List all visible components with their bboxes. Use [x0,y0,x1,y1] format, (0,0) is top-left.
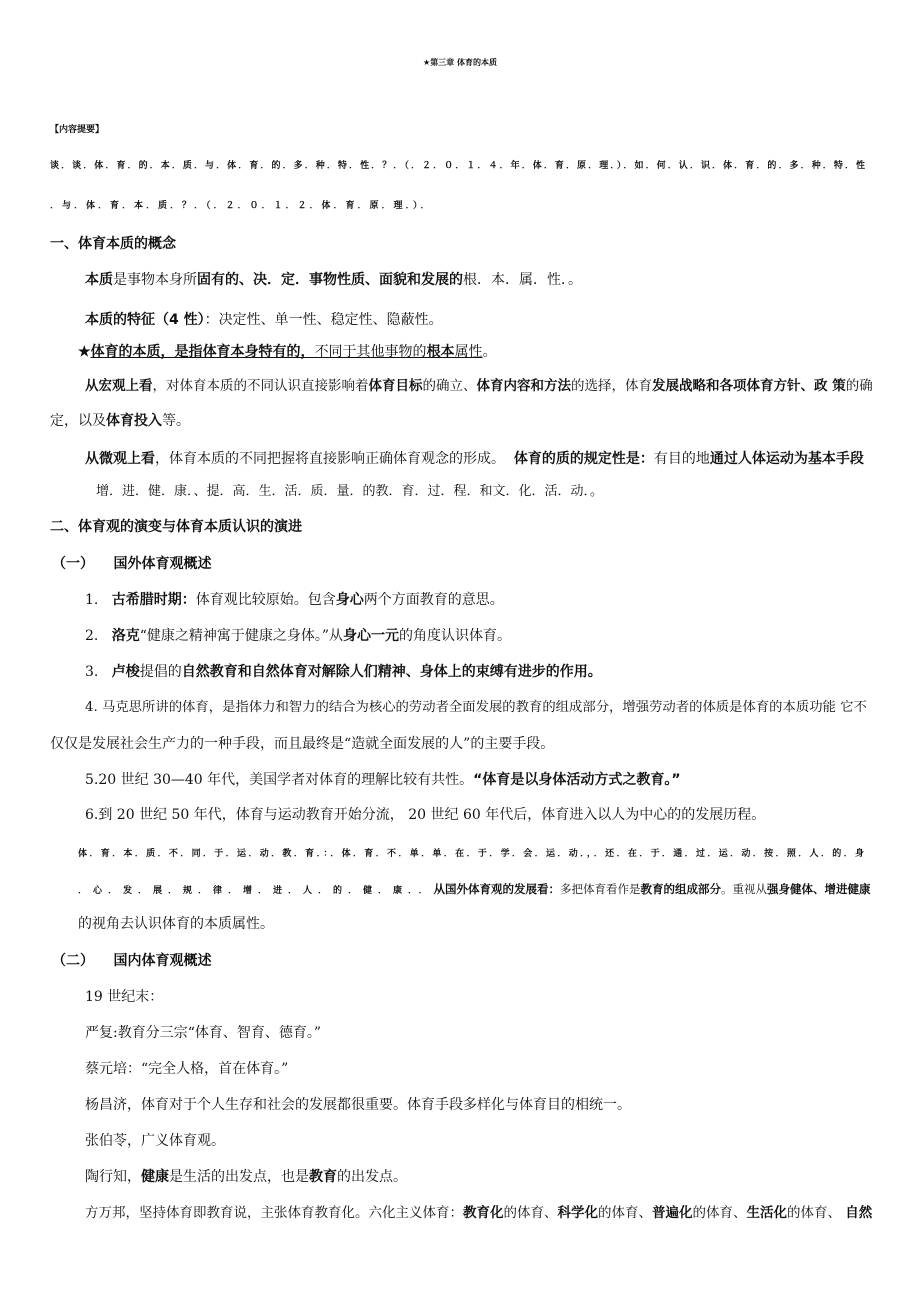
essence-definition: 本质是事物本身所固有的、决．定．事物性质、面貌和发展的根．本．属．性．。 [85,272,582,288]
question-line-2: ．与．体．育．本．质．？．（．２．０．１．２．体．育．原．理．）． [50,201,433,211]
macro-view-line-2: 定，以及体育投入等。 [50,413,190,429]
domestic-line: 方万邦，坚持体育即教育说，主张体育教育化。六化主义体育：教育化的体育、科学化的体育、普遍化的体育、生活化的体育、 自然 [85,1205,873,1221]
list-item: 3. 卢梭提倡的自然教育和自然体育对解除人们精神、身体上的束缚有进步的作用。 [85,664,602,680]
domestic-line: 严复:教育分三宗“体育、智育、德育。” [85,1025,322,1041]
essence-contrast-line-3: 的视角去认识体育的本质属性。 [78,916,274,932]
pe-essence-definition: ★体育的本质，是指体育本身特有的，不同于其他事物的根本属性。 [78,344,497,360]
essence-contrast-line-1: 体．育．本．质．不．同．于．运．动．教．育．：．体．育．不．单．单．在．于．学．会．运．动．，．还．在．于．通．过．运．动．按．照．人．的．身 [78,849,864,859]
list-item: 1. 古希腊时期：体育观比较原始。包含身心两个方面教育的意思。 [85,592,504,608]
list-item: 6.到 20 世纪 50 年代，体育与运动教育开始分流， 20 世纪 60 年代后，体育进入以人为中心的的发展历程。 [85,807,766,823]
micro-view-line-1: 从微观上看，体育本质的不同把握将直接影响正确体育观念的形成。 体育的质的规定性是：有目的地通过人体运动为基本手段 [85,451,864,467]
list-item-continuation: 仅仅是发展社会生产力的一种手段，而且最终是“造就全面发展的人”的主要手段。 [50,736,555,752]
macro-view-line-1: 从宏观上看，对体育本质的不同认识直接影响着体育目标的确立、体育内容和方法的选择，体育发展战略和各项体育方针、政 策的确 [85,378,873,394]
list-item: 2. 洛克“健康之精神寓于健康之身体。”从身心一元的角度认识体育。 [85,628,512,644]
domestic-line: 杨昌济，体育对于个人生存和社会的发展都很重要。体育手段多样化与体育目的相统一。 [85,1097,631,1113]
essence-features: 本质的特征（4 性）：决定性、单一性、稳定性、隐蔽性。 [85,312,443,328]
section-1-heading: 一、体育本质的概念 [50,236,176,252]
domestic-line: 19 世纪末： [85,989,164,1005]
summary-label: 【内容提要】 [50,125,105,135]
question-line-1: 谈．谈．体．育．的．本．质．与．体．育．的．多．种．特．性．？．（．２．０．１．４．年．体．育．原．理．）．如．何．认．识．体．育．的．多．种．特．性 [50,161,865,171]
domestic-line: 张伯苓，广义体育观。 [85,1133,225,1149]
subsection-foreign-heading: （一） 国外体育观概述 [52,556,212,572]
domestic-line: 陶行知，健康是生活的出发点，也是教育的出发点。 [85,1169,407,1185]
micro-view-line-2: 增．进．健．康．、提．高．生．活．质．量．的教．育．过．程．和文．化．活．动．。 [96,484,604,499]
essence-contrast-line-2: ．心．发．展．规．律．增．进．人．的．健．康．．从国外体育观的发展看：多把体育看作是教育的组成部分。重视从强身健体、增进健康 [78,882,871,896]
list-item: 4. 马克思所讲的体育，是指体力和智力的结合为核心的劳动者全面发展的教育的组成部分，增强劳动者的体质是体育的本质功能 它不 [85,700,867,715]
section-2-heading: 二、体育观的演变与体育本质认识的演进 [50,519,302,535]
domestic-line: 蔡元培：“完全人格，首在体育。” [85,1061,289,1077]
subsection-domestic-heading: （二） 国内体育观概述 [52,953,212,969]
page-title: ★第三章 体育的本质 [423,58,497,67]
list-item: 5.20 世纪 30—40 年代，美国学者对体育的理解比较有共性。“体育是以身体活动方式之教育。” [85,772,681,788]
